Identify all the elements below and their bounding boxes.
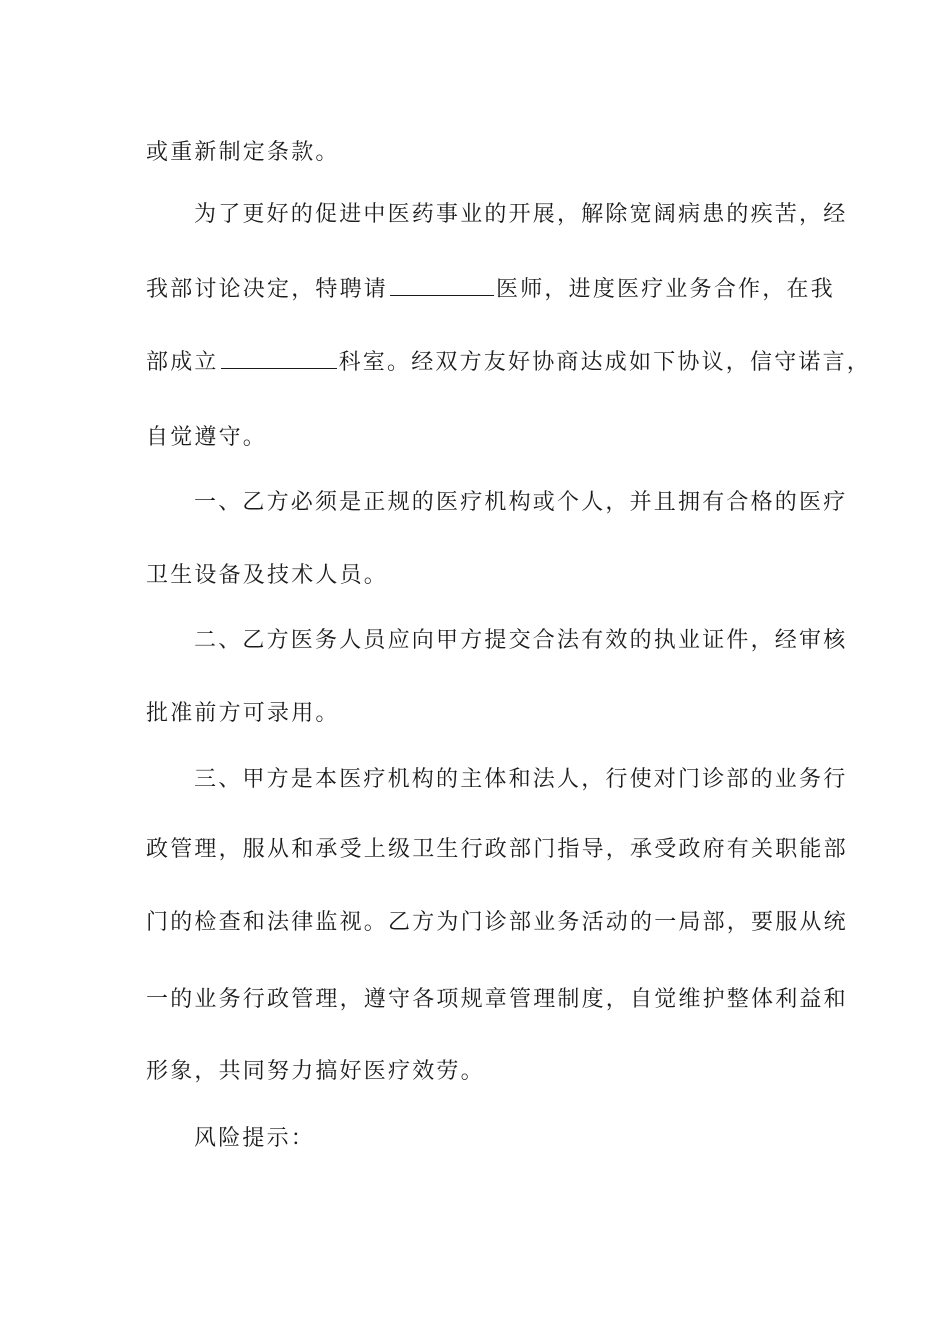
text-run: 三、甲方是本医疗机构的主体和法人，行使对门诊部的业务行 [194,767,848,792]
paragraph-line [146,423,810,453]
text-run: 形象，共同努力搞好医疗效劳。 [146,1059,485,1084]
paragraph-line [194,626,848,656]
text-run: 医师，进度医疗业务合作，在我 [496,277,835,302]
fill-in-blank-department [221,348,337,369]
text-run: 或重新制定条款。 [146,140,340,165]
text-run: 二、乙方医务人员应向甲方提交合法有效的执业证件，经审核 [194,628,848,653]
paragraph-line [146,835,848,865]
fill-in-blank-doctor [390,275,494,296]
paragraph-line [146,275,835,305]
paragraph-line [146,1057,810,1087]
paragraph-line [194,200,848,230]
text-run: 我部讨论决定，特聘请 [146,277,389,302]
text-run: 部成立 [146,350,219,375]
paragraph-line [194,765,848,795]
text-run: 门的检查和法律监视。乙方为门诊部业务活动的一局部，要服从统 [146,910,848,935]
paragraph-line [146,985,848,1015]
paragraph-line [146,348,872,378]
paragraph-line [194,488,848,518]
text-run: 政管理，服从和承受上级卫生行政部门指导，承受政府有关职能部 [146,837,848,862]
text-run: 风险提示： [194,1126,316,1151]
text-run: 卫生设备及技术人员。 [146,563,389,588]
text-run: 科室。经双方友好协商达成如下协议，信守诺言， [338,350,872,375]
text-run: 自觉遵守。 [146,425,268,450]
text-run: 一、乙方必须是正规的医疗机构或个人，并且拥有合格的医疗 [194,490,848,515]
paragraph-line [146,699,810,729]
section-heading [194,1124,810,1154]
text-run: 批准前方可录用。 [146,701,340,726]
text-run: 为了更好的促进中医药事业的开展，解除宽阔病患的疾苦，经 [194,202,848,227]
paragraph-line [146,561,810,591]
paragraph-line [146,908,848,938]
paragraph-line [146,138,810,168]
text-run: 一的业务行政管理，遵守各项规章管理制度，自觉维护整体利益和 [146,987,848,1012]
